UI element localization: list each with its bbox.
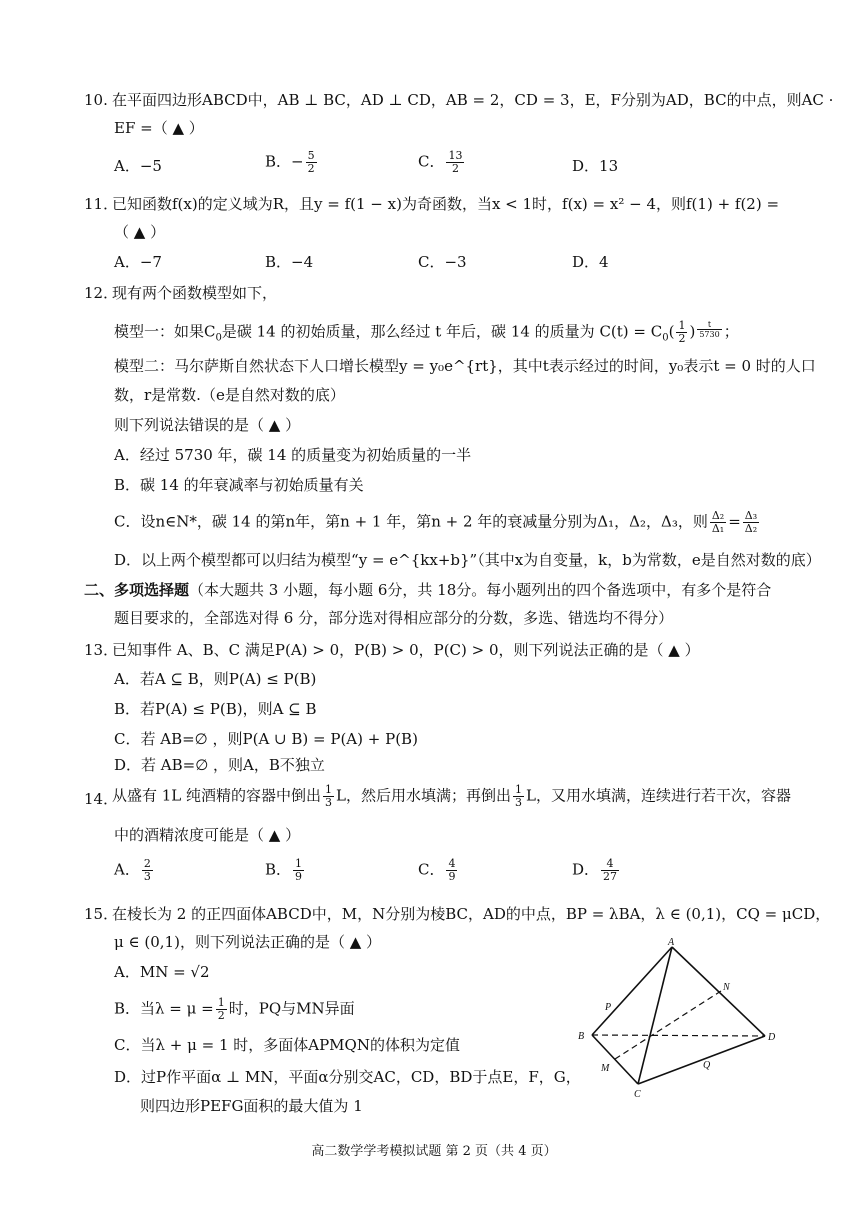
vertex-label-d: D <box>768 1032 776 1043</box>
q12-model2-line2: 数，r是常数.（e是自然对数的底） <box>114 386 345 404</box>
q12-question: 则下列说法错误的是（ ▲ ） <box>114 416 301 434</box>
section2-header: 二、多项选择题（本大题共 3 小题，每小题 6分，共 18分。每小题列出的四个备选项中，有多个是符合 <box>84 581 772 599</box>
q12-option-d: D．以上两个模型都可以归结为模型“y = e^{kx+b}”（其中x为自变量，k，b为常数，e是自然对数的底） <box>114 551 821 569</box>
section2-desc-line2: 题目要求的，全部选对得 6 分，部分选对得相应部分的分数，多选、错选均不得分） <box>114 609 674 627</box>
q13-option-a: A．若A ⊆ B，则P(A) ≤ P(B) <box>114 670 317 688</box>
page-footer: 高二数学学考模拟试题 第 2 页（共 4 页） <box>311 1144 557 1159</box>
point-label-p: P <box>605 1002 612 1013</box>
q13-option-b: B．若P(A) ≤ P(B)，则A ⊆ B <box>114 700 317 718</box>
q14-number: 14． <box>84 790 119 808</box>
q13-stem: 已知事件 A、B、C 满足P(A) > 0，P(B) > 0，P(C) > 0，则下列说法正确的是（ ▲ ） <box>112 641 700 659</box>
point-label-m: M <box>601 1063 610 1074</box>
q10-option-b: B．− $\frac{5}{2}$ <box>265 149 315 175</box>
q15-option-b: B．当λ = μ = $\frac{1}{2}$ 时，PQ与MN异面 <box>114 996 355 1022</box>
vertex-label-c: C <box>634 1089 641 1100</box>
q12-model2-line1: 模型二：马尔萨斯自然状态下人口增长模型y = y₀e^{rt}，其中t表示经过的时间，y₀表示t = 0 时的人口 <box>114 357 816 375</box>
q12-option-c: C．设n∈N*，碳 14 的第n年，第n + 1 年，第n + 2 年的衰减量分别为Δ₁，Δ₂，Δ₃，则 $\frac{\text{Δ₂}}{\text{Δ₁}}$ = $\frac{\text{Δ₃}}{\text{Δ₂}}$ <box>114 509 758 535</box>
q11-number: 11． <box>84 195 119 213</box>
q13-number: 13． <box>84 641 119 659</box>
q12-intro: 现有两个函数模型如下， <box>112 284 278 302</box>
point-label-q: Q <box>703 1060 711 1071</box>
q15-option-d-line1: D．过P作平面α ⊥ MN，平面α分别交AC，CD，BD于点E，F，G， <box>114 1068 581 1086</box>
q12-number: 12． <box>84 284 119 302</box>
q11-option-a: A．−7 <box>114 253 162 271</box>
q11-option-c: C．−3 <box>418 253 467 271</box>
q13-option-c: C．若 AB=∅ ，则P(A ∪ B) = P(A) + P(B) <box>114 730 418 748</box>
q15-option-a: A．MN = √2 <box>114 963 210 981</box>
vertex-label-a: A <box>668 937 675 948</box>
q12-option-b: B．碳 14 的年衰减率与初始质量有关 <box>114 476 364 494</box>
vertex-label-b: B <box>578 1031 585 1042</box>
q15-option-d-line2: 则四边形PEFG面积的最大值为 1 <box>140 1097 363 1115</box>
q14-option-d: D． $\frac{4}{27}$ <box>572 857 618 883</box>
q13-option-d: D．若 AB=∅ ，则A，B不独立 <box>114 756 325 774</box>
q10-stem-line2: EF =（ ▲ ） <box>114 119 204 137</box>
point-label-n: N <box>723 982 730 993</box>
q14-stem-line1: 从盛有 1L 纯酒精的容器中倒出 $\frac{1}{3}$ L，然后用水填满；再倒出 $\frac{1}{3}$ L，又用水填满，连续进行若干次，容器 <box>112 783 791 809</box>
q14-stem-line2: 中的酒精浓度可能是（ ▲ ） <box>114 826 301 844</box>
q15-option-c: C．当λ + μ = 1 时，多面体APMQN的体积为定值 <box>114 1036 460 1054</box>
q10-option-a: A．−5 <box>114 157 162 175</box>
q15-number: 15． <box>84 905 119 923</box>
q10-number: 10. <box>84 91 108 109</box>
q11-option-b: B．−4 <box>265 253 314 271</box>
q15-stem-line2: μ ∈ (0,1)，则下列说法正确的是（ ▲ ） <box>114 933 382 951</box>
q10-stem-line1: 在平面四边形ABCD中，AB ⊥ BC，AD ⊥ CD，AB = 2，CD = 3，E，F分别为AD，BC的中点，则AC · <box>112 91 834 109</box>
q14-option-b: B． $\frac{1}{9}$ <box>265 857 303 883</box>
q12-model1: 模型一：如果$C_0$是碳 14 的初始质量，那么经过 t 年后，碳 14 的质量为 $C(t) = C_0$( $\frac{1}{2}$ ) $\frac{t}{5730}$ ； <box>114 319 739 345</box>
tetrahedron-figure <box>570 935 790 1105</box>
q11-stem-line2: （ ▲ ） <box>114 223 166 241</box>
q10-option-d: D．13 <box>572 157 619 175</box>
q11-option-d: D．4 <box>572 253 609 271</box>
q14-option-a: A． $\frac{2}{3}$ <box>114 857 151 883</box>
q12-option-a: A．经过 5730 年，碳 14 的质量变为初始质量的一半 <box>114 446 472 464</box>
q15-stem-line1: 在棱长为 2 的正四面体ABCD中，M，N分别为棱BC，AD的中点，BP = λBA，λ ∈ (0,1)，CQ = μCD， <box>112 905 831 923</box>
q14-option-c: C． $\frac{4}{9}$ <box>418 857 456 883</box>
q10-option-c: C． $\frac{13}{2}$ <box>418 149 463 175</box>
q11-stem-line1: 已知函数f(x)的定义域为R，且y = f(1 − x)为奇函数，当x < 1时，f(x) = x² − 4，则f(1) + f(2) = <box>112 195 780 213</box>
